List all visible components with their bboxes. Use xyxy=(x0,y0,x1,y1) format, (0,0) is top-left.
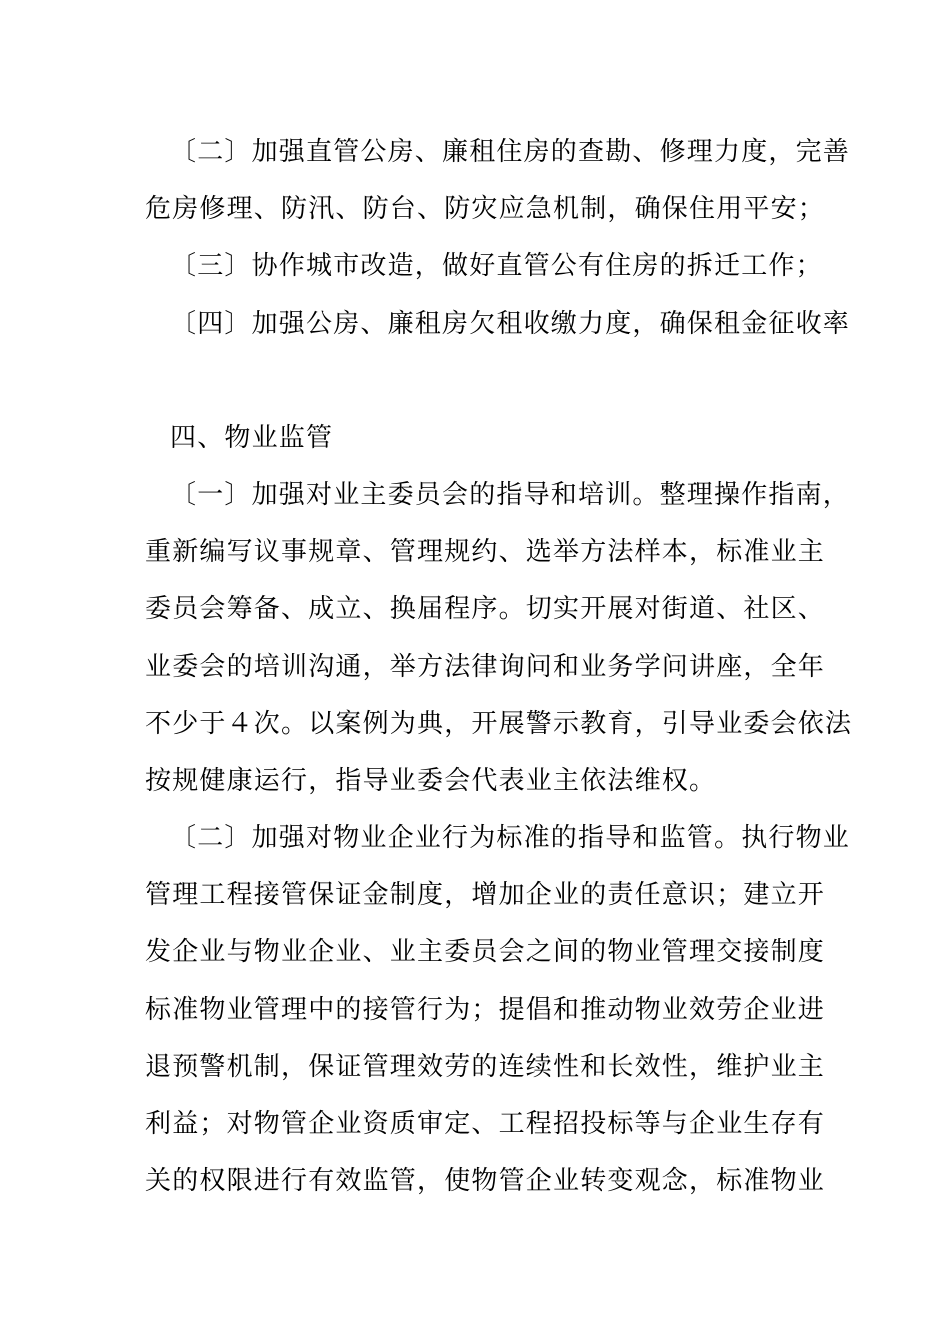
paragraph-line: 重新编写议事规章、管理规约、选举方法样本，标准业主 xyxy=(145,537,826,567)
paragraph-line: 业委会的培训沟通，举方法律询问和业务学问讲座，全年 xyxy=(145,652,826,682)
paragraph-line: 标准物业管理中的接管行为；提倡和推动物业效劳企业进 xyxy=(145,995,826,1025)
paragraph-line: 危房修理、防汛、防台、防灾应急机制，确保住用平安； xyxy=(145,194,826,224)
paragraph-line: 〔二〕加强对物业企业行为标准的指导和监管。执行物业 xyxy=(170,823,851,853)
paragraph-line: 〔一〕加强对业主委员会的指导和培训。整理操作指南， xyxy=(170,480,851,510)
paragraph-line: 关的权限进行有效监管，使物管企业转变观念，标准物业 xyxy=(145,1166,826,1196)
paragraph-line: 〔三〕协作城市改造，做好直管公有住房的拆迁工作； xyxy=(170,251,823,281)
paragraph-line: 利益；对物管企业资质审定、工程招投标等与企业生存有 xyxy=(145,1109,826,1139)
paragraph-line: 管理工程接管保证金制度，增加企业的责任意识；建立开 xyxy=(145,880,826,910)
section-heading: 四、物业监管 xyxy=(170,423,334,453)
paragraph-line: 〔二〕加强直管公房、廉租住房的查勘、修理力度，完善 xyxy=(170,137,851,167)
paragraph-line: 退预警机制，保证管理效劳的连续性和长效性，维护业主 xyxy=(145,1052,826,1082)
paragraph-line: 按规健康运行，指导业委会代表业主依法维权。 xyxy=(145,766,717,796)
paragraph-line: 委员会筹备、成立、换届程序。切实开展对街道、社区、 xyxy=(145,594,826,624)
paragraph-line: 发企业与物业企业、业主委员会之间的物业管理交接制度 xyxy=(145,937,826,967)
paragraph-line: 不少于４次。以案例为典，开展警示教育，引导业委会依法 xyxy=(145,709,853,739)
paragraph-line: 〔四〕加强公房、廉租房欠租收缴力度，确保租金征收率 xyxy=(170,309,851,339)
